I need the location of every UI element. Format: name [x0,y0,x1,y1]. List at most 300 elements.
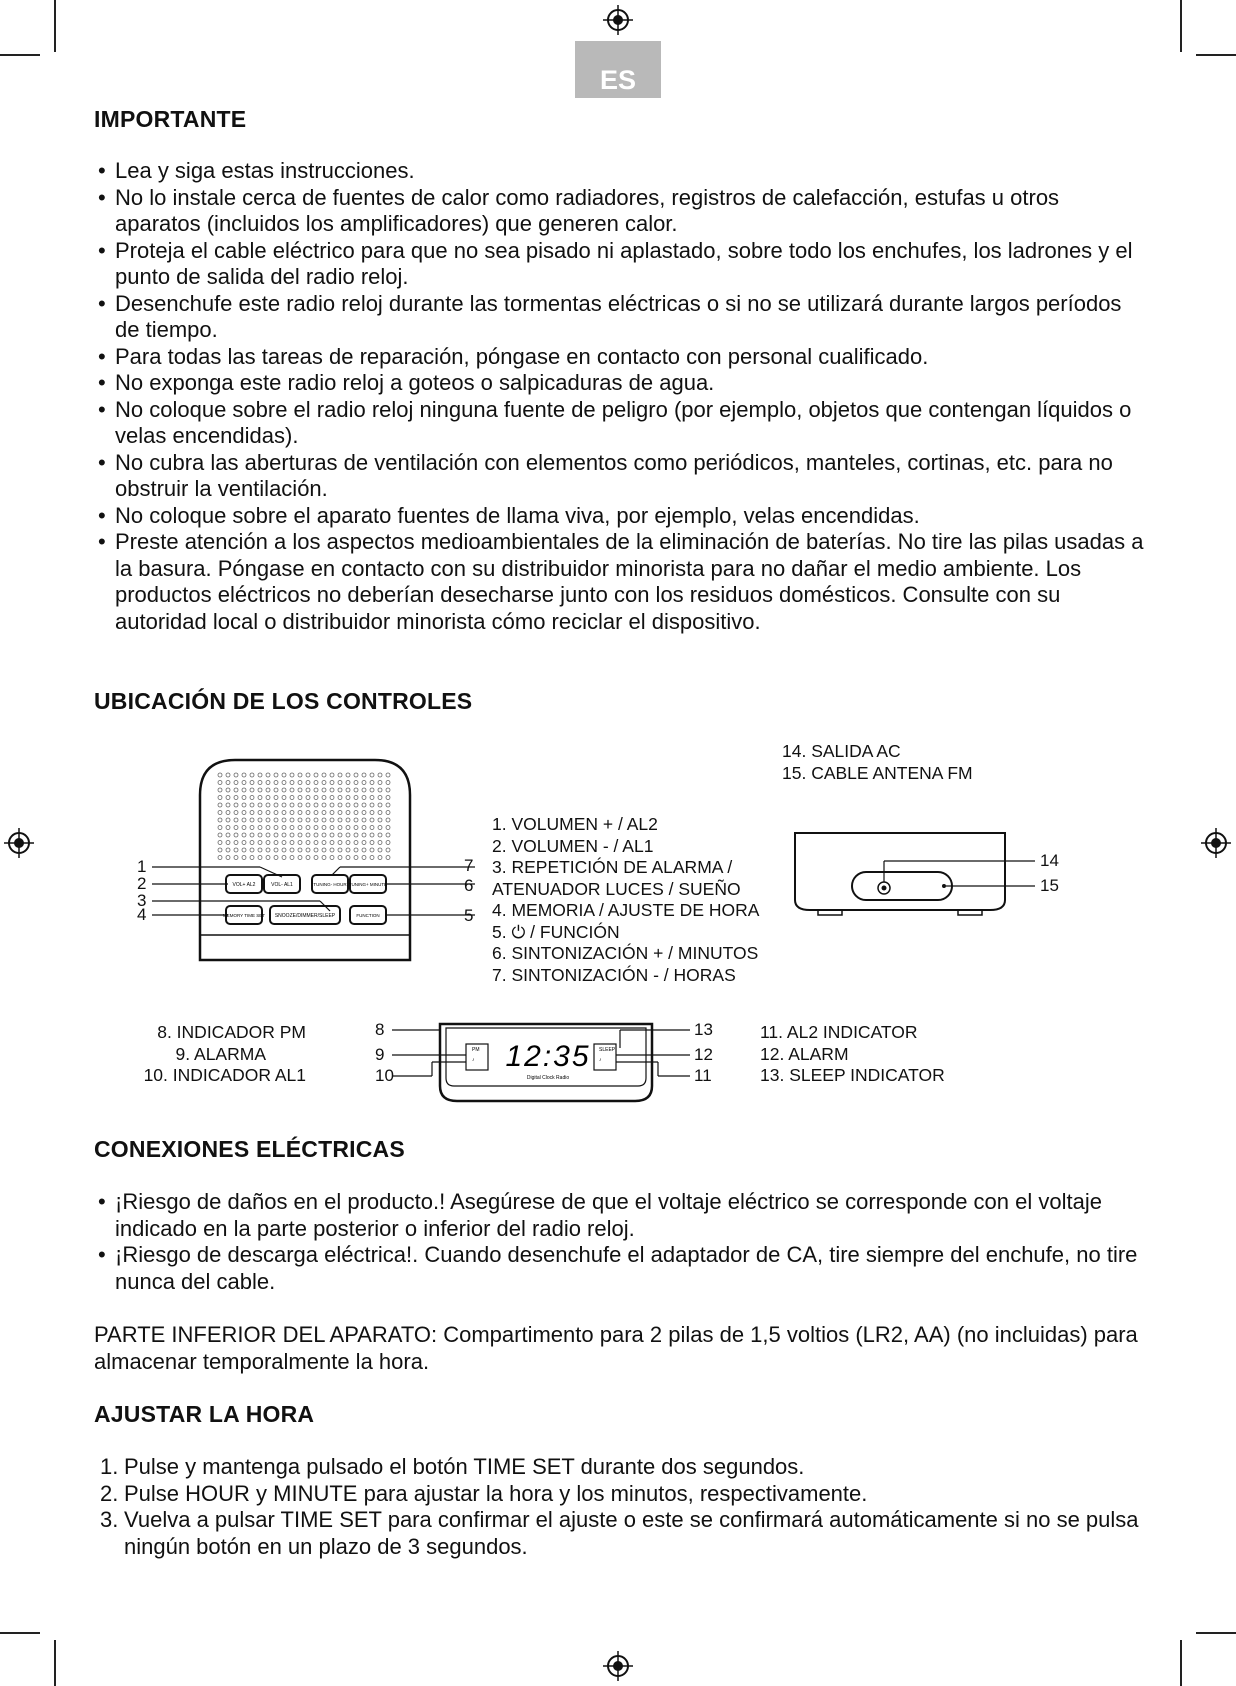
grill-hole [330,796,334,800]
grill-hole [250,841,254,845]
grill-hole [290,856,294,860]
grill-hole [290,811,294,815]
legend-item: 1. VOLUMEN + / AL2 [492,814,658,834]
grill-hole [250,773,254,777]
grill-hole [282,773,286,777]
grill-hole [354,811,358,815]
grill-hole [314,848,318,852]
button-label: TUNING+ MINUTE [348,882,388,887]
grill-hole [370,811,374,815]
grill-hole [258,803,262,807]
registration-mark-icon [603,5,633,35]
grill-hole [330,826,334,830]
grill-hole [274,811,278,815]
grill-hole [274,773,278,777]
grill-hole [338,818,342,822]
button-label: SNOOZE/DIMMER/SLEEP [274,913,336,919]
grill-hole [362,833,366,837]
set-time-steps [100,1454,1150,1560]
clock-display-illustration [390,1016,700,1106]
grill-hole [298,848,302,852]
grill-hole [378,811,382,815]
clock-rear-illustration [790,828,1040,920]
grill-hole [346,811,350,815]
step-text: Vuelva a pulsar TIME SET para confirmar el ajuste o este se confirmará automáticamente si no se pulsa ningún botón en un plazo de 3 segundos. [124,1507,1139,1559]
clock-front-illustration [140,755,480,970]
grill-hole [290,826,294,830]
grill-hole [362,803,366,807]
grill-hole [370,856,374,860]
callout-number: 2 [137,874,147,893]
callout-number: 1 [137,857,147,876]
list-item: • Proteja el cable eléctrico para que no sea pisado ni aplastado, sobre todo los enchufes, los ladrones y el punto de salida del radio reloj. [98,238,1148,291]
grill-hole [362,841,366,845]
grill-hole [266,856,270,860]
grill-hole [378,818,382,822]
display-time: 12:35 [505,1040,591,1073]
grill-hole [242,856,246,860]
grill-hole [218,811,222,815]
grill-hole [258,796,262,800]
grill-hole [266,803,270,807]
grill-hole [258,856,262,860]
electrical-list [98,1189,1148,1295]
button-label: MEMORY TIME SET [222,913,266,918]
grill-hole [306,833,310,837]
grill-hole [226,856,230,860]
grill-hole [274,856,278,860]
grill-hole [322,833,326,837]
grill-hole [242,796,246,800]
grill-hole [250,781,254,785]
grill-hole [354,856,358,860]
grill-hole [338,841,342,845]
grill-hole [234,781,238,785]
grill-hole [266,833,270,837]
grill-hole [282,796,286,800]
grill-hole [226,773,230,777]
grill-hole [386,841,390,845]
grill-hole [218,856,222,860]
legend-item: 13. SLEEP INDICATOR [760,1065,945,1085]
list-item: • No coloque sobre el aparato fuentes de llama viva, por ejemplo, velas encendidas. [98,503,1148,530]
grill-hole [226,803,230,807]
grill-hole [314,788,318,792]
grill-hole [298,826,302,830]
grill-hole [306,803,310,807]
section-title-electrical: CONEXIONES ELÉCTRICAS [94,1136,405,1162]
svg-text:PM: PM [472,1047,480,1053]
grill-hole [354,773,358,777]
grill-hole [266,811,270,815]
grill-hole [338,826,342,830]
grill-hole [330,848,334,852]
list-item: • Desenchufe este radio reloj durante las tormentas eléctricas o si no se utilizará durante largos períodos de tiempo. [98,291,1148,344]
grill-hole [338,788,342,792]
grill-hole [306,841,310,845]
grill-hole [242,788,246,792]
callout-number: 3 [137,891,147,910]
legend-item: 3. REPETICIÓN DE ALARMA / [492,857,733,877]
svg-text:♪: ♪ [599,1057,602,1063]
button-label: FUNCTION [356,913,380,918]
callout-number: 8 [375,1020,385,1039]
callout-number: 9 [375,1045,385,1064]
callout-number: 11 [694,1066,712,1085]
grill-hole [386,818,390,822]
grill-hole [282,826,286,830]
grill-hole [218,833,222,837]
grill-hole [234,841,238,845]
grill-hole [354,841,358,845]
grill-hole [282,856,286,860]
grill-hole [386,788,390,792]
grill-hole [218,826,222,830]
grill-hole [258,848,262,852]
grill-hole [322,826,326,830]
grill-hole [330,788,334,792]
grill-hole [362,788,366,792]
grill-hole [298,856,302,860]
grill-hole [298,811,302,815]
grill-hole [242,811,246,815]
list-item: • No exponga este radio reloj a goteos o salpicaduras de agua. [98,370,1148,397]
grill-hole [266,826,270,830]
grill-hole [226,833,230,837]
callout-number: 6 [464,876,474,895]
grill-hole [314,803,318,807]
grill-hole [274,788,278,792]
crop-mark [1196,54,1236,56]
grill-hole [242,826,246,830]
legend-item: 4. MEMORIA / AJUSTE DE HORA [492,900,760,920]
grill-hole [258,788,262,792]
grill-hole [378,841,382,845]
section-title-set-time: AJUSTAR LA HORA [94,1401,315,1427]
legend-item: 2. VOLUMEN - / AL1 [492,835,654,856]
grill-hole [274,833,278,837]
grill-hole [346,796,350,800]
grill-hole [274,841,278,845]
grill-hole [226,811,230,815]
list-item [100,1481,1150,1508]
grill-hole [354,796,358,800]
list-item [100,1507,1150,1560]
grill-hole [338,773,342,777]
callout-number: 13 [694,1020,713,1039]
grill-hole [370,826,374,830]
callout-number: 4 [137,905,147,924]
grill-hole [322,773,326,777]
button-label: TUNING- HOUR [313,882,347,887]
grill-hole [354,818,358,822]
grill-hole [378,826,382,830]
grill-hole [274,796,278,800]
grill-hole [218,803,222,807]
grill-hole [274,803,278,807]
grill-hole [234,848,238,852]
grill-hole [250,833,254,837]
grill-hole [266,841,270,845]
crop-mark [0,1632,40,1634]
grill-hole [250,848,254,852]
grill-hole [274,848,278,852]
step-number: 2. [100,1480,119,1506]
legend-item: 5. ⏻ / FUNCIÓN [492,921,620,942]
grill-hole [250,856,254,860]
grill-hole [306,773,310,777]
grill-hole [266,773,270,777]
callout-number: 5 [464,906,474,925]
legend-item: 12. ALARM [760,1043,849,1064]
legend-item: 9. ALARMA [175,1043,266,1064]
important-list [98,158,1148,635]
grill-hole [378,773,382,777]
button-label: VOL+ AL2 [232,882,256,888]
grill-hole [250,803,254,807]
display-legend-right [760,1022,945,1087]
grill-hole [354,788,358,792]
grill-hole [234,826,238,830]
grill-hole [290,841,294,845]
grill-hole [298,833,302,837]
grill-hole [242,848,246,852]
grill-hole [330,781,334,785]
callout-number: 7 [464,856,474,875]
grill-hole [362,826,366,830]
legend-item: 14. SALIDA AC [782,741,901,761]
grill-hole [370,818,374,822]
grill-hole [386,848,390,852]
grill-hole [250,818,254,822]
grill-hole [242,773,246,777]
grill-hole [258,781,262,785]
grill-hole [226,788,230,792]
grill-hole [306,848,310,852]
section-title-controls: UBICACIÓN DE LOS CONTROLES [94,688,473,714]
grill-hole [322,781,326,785]
grill-hole [346,833,350,837]
grill-hole [330,811,334,815]
list-item [100,1454,1150,1481]
grill-hole [362,848,366,852]
grill-hole [314,781,318,785]
grill-hole [378,796,382,800]
grill-hole [378,833,382,837]
bottom-note: PARTE INFERIOR DEL APARATO: Compartimento para 2 pilas de 1,5 voltios (LR2, AA) (no incluidas) para almacenar temporalmente la hora. [94,1322,1138,1374]
grill-hole [386,856,390,860]
grill-hole [338,796,342,800]
grill-hole [250,826,254,830]
grill-hole [306,818,310,822]
svg-text:SLEEP: SLEEP [599,1047,616,1053]
grill-hole [290,773,294,777]
list-item: • No lo instale cerca de fuentes de calor como radiadores, registros de calefacción, estufas u otros aparatos (incluidos los amplificadores) que generen calor. [98,185,1148,238]
grill-hole [258,773,262,777]
grill-hole [338,848,342,852]
grill-hole [290,833,294,837]
grill-hole [386,803,390,807]
grill-hole [274,781,278,785]
list-item: • No cubra las aberturas de ventilación con elementos como periódicos, manteles, cortinas, etc. para no obstruir la ventilación. [98,450,1148,503]
grill-hole [370,781,374,785]
grill-hole [242,781,246,785]
grill-hole [330,818,334,822]
grill-hole [338,833,342,837]
grill-hole [370,833,374,837]
grill-hole [234,773,238,777]
grill-hole [282,803,286,807]
grill-hole [314,841,318,845]
language-tab [575,41,661,98]
grill-hole [378,781,382,785]
list-item: • ¡Riesgo de descarga eléctrica!. Cuando desenchufe el adaptador de CA, tire siempre del enchufe, no tire nunca del cable. [98,1242,1148,1295]
grill-hole [218,841,222,845]
grill-hole [234,818,238,822]
grill-hole [322,788,326,792]
grill-hole [338,856,342,860]
grill-hole [378,788,382,792]
grill-hole [362,773,366,777]
step-number: 3. [100,1507,119,1532]
grill-hole [322,848,326,852]
grill-hole [226,818,230,822]
grill-hole [282,811,286,815]
grill-hole [322,841,326,845]
grill-hole [290,848,294,852]
list-item: • Para todas las tareas de reparación, póngase en contacto con personal cualificado. [98,344,1148,371]
legend-item: ATENUADOR LUCES / SUEÑO [492,878,741,899]
grill-hole [362,856,366,860]
registration-mark-icon [1201,828,1231,858]
grill-hole [274,826,278,830]
grill-hole [250,811,254,815]
grill-hole [218,818,222,822]
grill-hole [266,848,270,852]
grill-hole [298,781,302,785]
grill-hole [234,856,238,860]
grill-hole [362,781,366,785]
svg-text:♪: ♪ [472,1057,475,1063]
grill-hole [314,856,318,860]
grill-hole [242,803,246,807]
grill-hole [306,826,310,830]
legend-item: 6. SINTONIZACIÓN + / MINUTOS [492,943,759,963]
grill-hole [386,773,390,777]
grill-hole [242,833,246,837]
grill-hole [362,796,366,800]
grill-hole [322,796,326,800]
grill-hole [346,826,350,830]
grill-hole [226,841,230,845]
grill-hole [314,826,318,830]
grill-hole [354,833,358,837]
grill-hole [266,818,270,822]
grill-hole [378,848,382,852]
grill-hole [306,788,310,792]
grill-hole [290,818,294,822]
grill-hole [346,848,350,852]
grill-hole [306,811,310,815]
grill-hole [258,841,262,845]
grill-hole [386,811,390,815]
callout-number: 12 [694,1045,713,1064]
grill-hole [330,833,334,837]
grill-hole [218,773,222,777]
grill-hole [290,796,294,800]
grill-hole [330,856,334,860]
grill-hole [378,856,382,860]
grill-hole [338,781,342,785]
grill-hole [370,803,374,807]
legend-item: 15. CABLE ANTENA FM [782,762,973,783]
display-brand: Digital Clock Radio [526,1075,570,1081]
grill-hole [298,803,302,807]
grill-hole [226,796,230,800]
section-title-important: IMPORTANTE [94,106,247,132]
grill-hole [258,833,262,837]
grill-hole [274,818,278,822]
grill-hole [346,781,350,785]
list-item: • No coloque sobre el radio reloj ninguna fuente de peligro (por ejemplo, objetos que contengan líquidos o velas encendidas). [98,397,1148,450]
grill-hole [338,803,342,807]
grill-hole [266,796,270,800]
grill-hole [386,833,390,837]
grill-hole [218,781,222,785]
grill-hole [386,826,390,830]
grill-hole [346,803,350,807]
grill-hole [370,788,374,792]
crop-mark [1196,1632,1236,1634]
grill-hole [346,841,350,845]
crop-mark [1180,1640,1182,1686]
registration-mark-icon [603,1651,633,1681]
grill-hole [298,796,302,800]
grill-hole [226,848,230,852]
grill-hole [282,833,286,837]
grill-hole [226,826,230,830]
grill-hole [218,788,222,792]
legend-item: 10. INDICADOR AL1 [143,1065,306,1085]
grill-hole [290,781,294,785]
grill-hole [306,781,310,785]
crop-mark [54,0,56,52]
grill-hole [370,773,374,777]
grill-hole [290,788,294,792]
grill-hole [354,848,358,852]
grill-hole [314,773,318,777]
grill-hole [258,826,262,830]
grill-hole [226,781,230,785]
grill-hole [250,796,254,800]
grill-hole [314,811,318,815]
grill-hole [234,803,238,807]
grill-hole [346,773,350,777]
grill-hole [362,811,366,815]
grill-hole [354,803,358,807]
grill-hole [330,803,334,807]
grill-hole [338,811,342,815]
grill-hole [282,848,286,852]
grill-hole [242,818,246,822]
grill-hole [266,788,270,792]
callout-number: 10 [375,1066,394,1085]
list-item: • Preste atención a los aspectos medioambientales de la eliminación de baterías. No tire las pilas usadas a la basura. Póngase en contacto con su distribuidor minorista para no dañar el medio ambiente. Los productos eléctricos no deberían desecharse junto con los residuos domésticos. Consulte con su autoridad local o distribuidor minorista cómo reciclar el dispositivo. [98,529,1148,635]
callout-number: 15 [1040,876,1059,895]
grill-hole [322,818,326,822]
grill-hole [322,811,326,815]
grill-hole [258,811,262,815]
